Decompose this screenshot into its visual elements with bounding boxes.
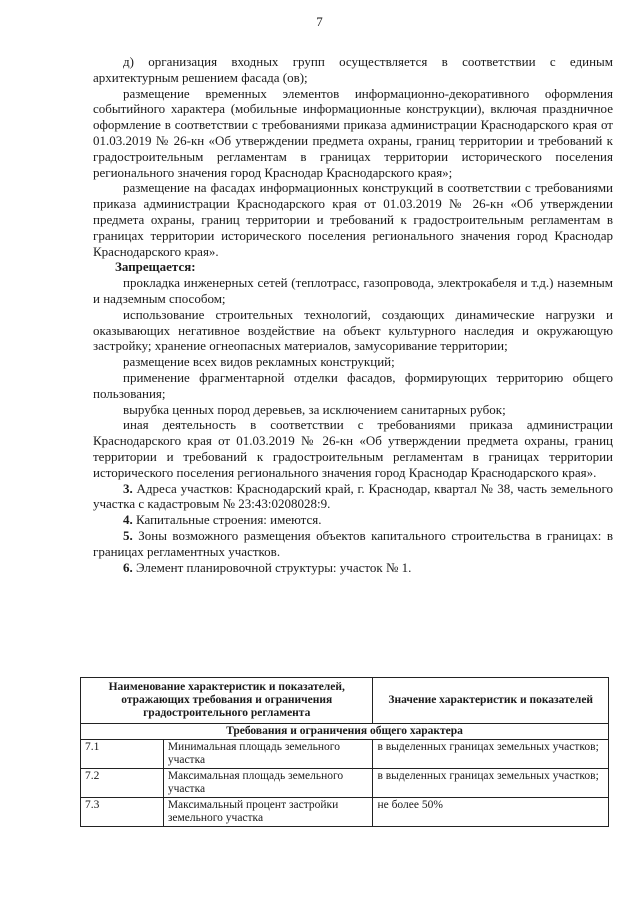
item-number: 4. — [123, 512, 133, 528]
numbered-item — [93, 512, 613, 528]
paragraph: д) организация входных групп осуществляется в соответствии с единым архитектурным решением фасада (ов); — [93, 54, 613, 85]
section-heading: Запрещается: — [115, 259, 196, 275]
table-row — [81, 798, 609, 827]
regulation-table — [80, 677, 609, 827]
item-number: 6. — [123, 559, 133, 575]
table-cell-number: 7.1 — [81, 740, 164, 769]
table-cell-value: в выделенных границах земельных участков; — [373, 740, 609, 769]
item-text: Элемент планировочной структуры: участок № 1. — [136, 559, 412, 575]
item-text: Зоны возможного размещения объектов капитального строительства в границах: в границах регламентных участков. — [93, 527, 614, 559]
table-header-cell: Наименование характеристик и показателей, отражающих требования и ограничения градостроительного регламента — [81, 678, 373, 724]
paragraph: размещение на фасадах информационных конструкций в соответствии с требованиями приказа администрации Краснодарского края от 01.03.2019 № 26-кн «Об утверждении предмета охраны, границ территории и требований к градостроительным регламентам в границах территории исторического поселения регионального значения город Краснодар Краснодарского края». — [93, 180, 613, 259]
item-text: Капитальные строения: имеются. — [136, 512, 322, 528]
paragraph: иная деятельность в соответствии с требованиями приказа администрации Краснодарского края от 01.03.2019 № 26-кн «Об утверждении предмета охраны, границ территории и требований к градостроительным регламентам в границах территории исторического поселения регионального значения город Краснодар Краснодарского края». — [93, 417, 613, 480]
table-row — [81, 740, 609, 769]
table-cell-value: в выделенных границах земельных участков; — [373, 769, 609, 798]
table-header-row — [81, 678, 609, 724]
numbered-item — [93, 481, 613, 513]
paragraph: вырубка ценных пород деревьев, за исключением санитарных рубок; — [123, 401, 506, 417]
table-cell-number: 7.3 — [81, 798, 164, 827]
numbered-item — [93, 560, 613, 576]
numbered-item — [93, 528, 613, 560]
paragraph: прокладка инженерных сетей (теплотрасс, газопровода, электрокабеля и т.д.) наземным и надземным способом; — [93, 275, 613, 306]
item-text: Адреса участков: Краснодарский край, г. Краснодар, квартал № 38, часть земельного участка с кадастровым № 23:43:0208028:9. — [93, 480, 613, 512]
table-cell-number: 7.2 — [81, 769, 164, 798]
table-section-row — [81, 724, 609, 740]
table-cell-name: Максимальная площадь земельного участка — [163, 769, 373, 798]
table-cell-value: не более 50% — [373, 798, 609, 827]
table-header-cell: Значение характеристик и показателей — [373, 678, 609, 724]
paragraph: применение фрагментарной отделки фасадов, формирующих территорию общего пользования; — [93, 369, 613, 401]
item-number: 3. — [123, 480, 133, 496]
table-row — [81, 769, 609, 798]
document-body — [93, 54, 613, 575]
paragraph: размещение временных элементов информационно-декоративного оформления событийного характера (мобильные информационные конструкции), включая праздничное оформление в соответствии с требованиями приказа администрации Краснодарского края от 01.03.2019 № 26-кн «Об утверждении предмета охраны, границ территории и требований к градостроительным регламентам в границах территории исторического поселения регионального значения город Краснодар Краснодарского края»; — [93, 85, 613, 180]
paragraph: размещение всех видов рекламных конструкций; — [123, 354, 395, 370]
table-cell-name: Максимальный процент застройки земельного участка — [163, 798, 373, 827]
page-number: 7 — [316, 14, 323, 29]
table-section-title: Требования и ограничения общего характера — [81, 724, 609, 740]
paragraph: использование строительных технологий, создающих динамические нагрузки и оказывающих негативное воздействие на объект культурного наследия и окружающую застройку; хранение огнеопасных материалов, замусоривание территории; — [93, 306, 613, 354]
table-cell-name: Минимальная площадь земельного участка — [163, 740, 373, 769]
item-number: 5. — [123, 527, 133, 543]
